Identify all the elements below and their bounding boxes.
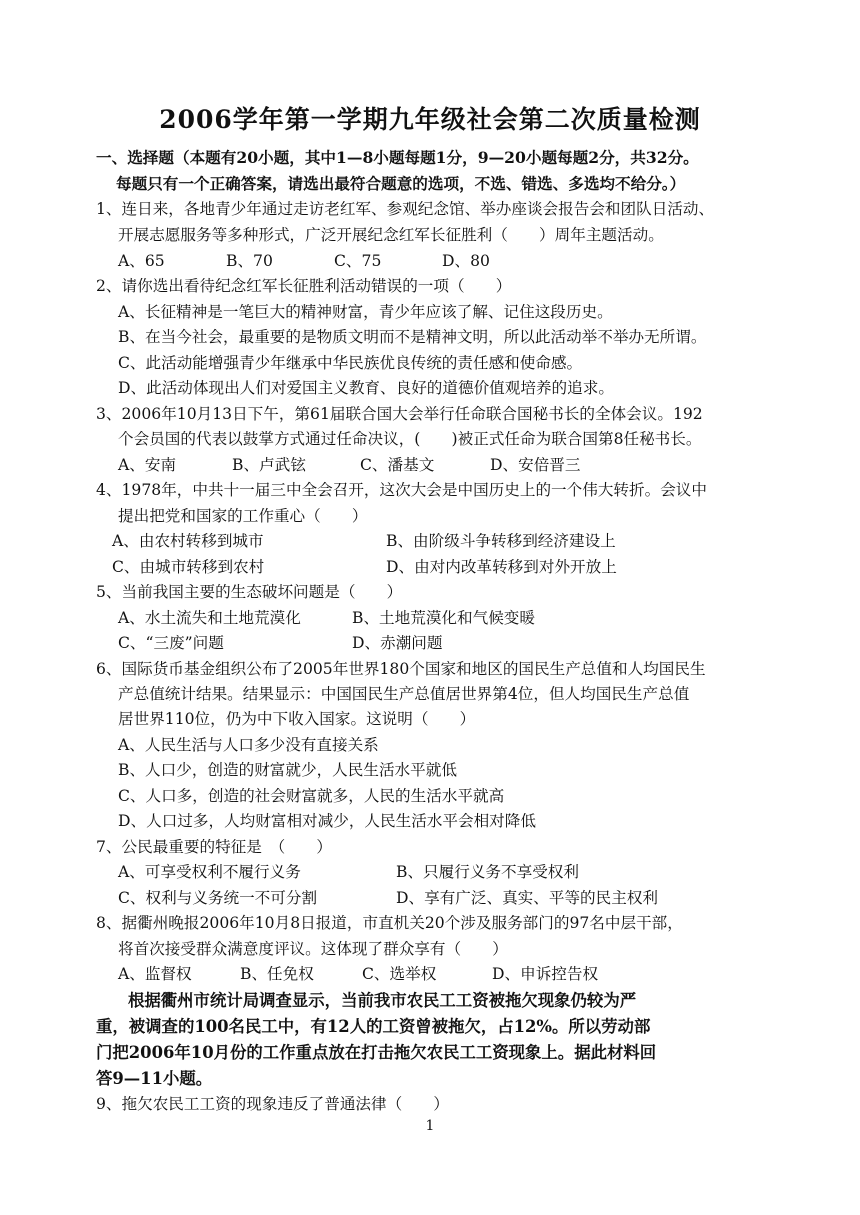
material-line4: 答9—11小题。 xyxy=(96,1069,213,1088)
q8-option-b: B、任免权 xyxy=(240,965,314,983)
q1-option-c: C、75 xyxy=(334,252,382,270)
q9-stem-line1: 9、拖欠农民工工资的现象违反了普通法律（ ） xyxy=(96,1095,449,1113)
q3-option-b: B、卢武铉 xyxy=(232,456,306,474)
q1-stem-line1: 1、连日来，各地青少年通过走访老红军、参观纪念馆、举办座谈会报告会和团队日活动、 xyxy=(96,200,715,218)
q3-option-a: A、安南 xyxy=(118,456,177,474)
q3-stem-line2: 个会员国的代表以鼓掌方式通过任命决议，( )被正式任命为联合国第8任秘书长。 xyxy=(118,430,702,448)
q6-option-a: A、人民生活与人口多少没有直接关系 xyxy=(118,736,379,754)
q6-option-d: D、人口过多，人均财富相对减少，人民生活水平会相对降低 xyxy=(118,812,536,830)
q6-stem-line2: 产总值统计结果。结果显示：中国国民生产总值居世界第4位，但人均国民生产总值 xyxy=(118,685,690,703)
q8-option-d: D、申诉控告权 xyxy=(492,965,599,983)
q2-option-c: C、此活动能增强青少年继承中华民族优良传统的责任感和使命感。 xyxy=(118,354,583,372)
q1-option-a: A、65 xyxy=(118,252,165,270)
q3-option-d: D、安倍晋三 xyxy=(490,456,581,474)
exam-title: 2006学年第一学期九年级社会第二次质量检测 xyxy=(159,105,701,134)
q7-stem-line1: 7、公民最重要的特征是 （ ） xyxy=(96,838,333,856)
q4-option-c: C、由城市转移到农村 xyxy=(112,558,265,576)
q5-stem-line1: 5、当前我国主要的生态破坏问题是（ ） xyxy=(96,583,403,601)
q1-stem-line2: 开展志愿服务等多种形式，广泛开展纪念红军长征胜利（ ）周年主题活动。 xyxy=(118,226,664,244)
q5-option-c: C、“三废”问题 xyxy=(118,634,224,652)
q4-stem-line1: 4、1978年，中共十一届三中全会召开，这次大会是中国历史上的一个伟大转折。会议中 xyxy=(96,481,707,499)
page-number: 1 xyxy=(425,1118,435,1134)
q2-stem-line1: 2、请你选出看待纪念红军长征胜利活动错误的一项（ ） xyxy=(96,277,512,295)
q2-option-d: D、此活动体现出人们对爱国主义教育、良好的道德价值观培养的追求。 xyxy=(118,379,614,397)
q7-option-b: B、只履行义务不享受权利 xyxy=(396,863,579,881)
q8-stem-line1: 8、据衢州晚报2006年10月8日报道，市直机关20个涉及服务部门的97名中层干部， xyxy=(96,914,683,932)
q2-option-a: A、长征精神是一笔巨大的精神财富，青少年应该了解、记住这段历史。 xyxy=(118,303,613,321)
q4-option-a: A、由农村转移到城市 xyxy=(112,532,264,550)
section-heading-line1: 一、选择题（本题有20小题，其中1—8小题每题1分，9—20小题每题2分，共32分。 xyxy=(96,148,699,167)
material-line2: 重，被调查的100名民工中，有12人的工资曾被拖欠，占12%。所以劳动部 xyxy=(96,1017,651,1036)
q7-option-c: C、权利与义务统一不可分割 xyxy=(118,889,318,907)
q4-option-b: B、由阶级斗争转移到经济建设上 xyxy=(386,532,616,550)
q6-option-c: C、人口多，创造的社会财富就多，人民的生活水平就高 xyxy=(118,787,505,805)
q3-option-c: C、潘基文 xyxy=(360,456,435,474)
q4-stem-line2: 提出把党和国家的工作重心（ ） xyxy=(118,507,368,525)
q5-option-a: A、水土流失和土地荒漠化 xyxy=(118,609,301,627)
q1-option-d: D、80 xyxy=(442,252,490,270)
q6-option-b: B、人口少，创造的财富就少，人民生活水平就低 xyxy=(118,761,457,779)
q7-option-d: D、享有广泛、真实、平等的民主权利 xyxy=(396,889,659,907)
material-line1: 根据衢州市统计局调查显示，当前我市农民工工资被拖欠现象仍较为严 xyxy=(128,991,637,1010)
q4-option-d: D、由对内改革转移到对外开放上 xyxy=(386,558,617,576)
q2-option-b: B、在当今社会，最重要的是物质文明而不是精神文明，所以此活动举不举办无所谓。 xyxy=(118,328,707,346)
q1-option-b: B、70 xyxy=(226,252,273,270)
q6-stem-line3: 居世界110位，仍为中下收入国家。这说明（ ） xyxy=(118,710,476,728)
material-line3: 门把2006年10月份的工作重点放在打击拖欠农民工工资现象上。据此材料回 xyxy=(96,1043,657,1062)
q8-option-a: A、监督权 xyxy=(118,965,192,983)
q8-stem-line2: 将首次接受群众满意度评议。这体现了群众享有（ ） xyxy=(118,940,508,958)
q5-option-d: D、赤潮问题 xyxy=(352,634,443,652)
q6-stem-line1: 6、国际货币基金组织公布了2005年世界180个国家和地区的国民生产总值和人均国民生 xyxy=(96,660,706,678)
q5-option-b: B、土地荒漠化和气候变暖 xyxy=(352,609,535,627)
q3-stem-line1: 3、2006年10月13日下午，第61届联合国大会举行任命联合国秘书长的全体会议。192 xyxy=(96,405,703,423)
section-heading-line2: 每题只有一个正确答案，请选出最符合题意的选项，不选、错选、多选均不给分。） xyxy=(116,174,686,193)
q8-option-c: C、选举权 xyxy=(362,965,437,983)
q7-option-a: A、可享受权利不履行义务 xyxy=(118,863,301,881)
